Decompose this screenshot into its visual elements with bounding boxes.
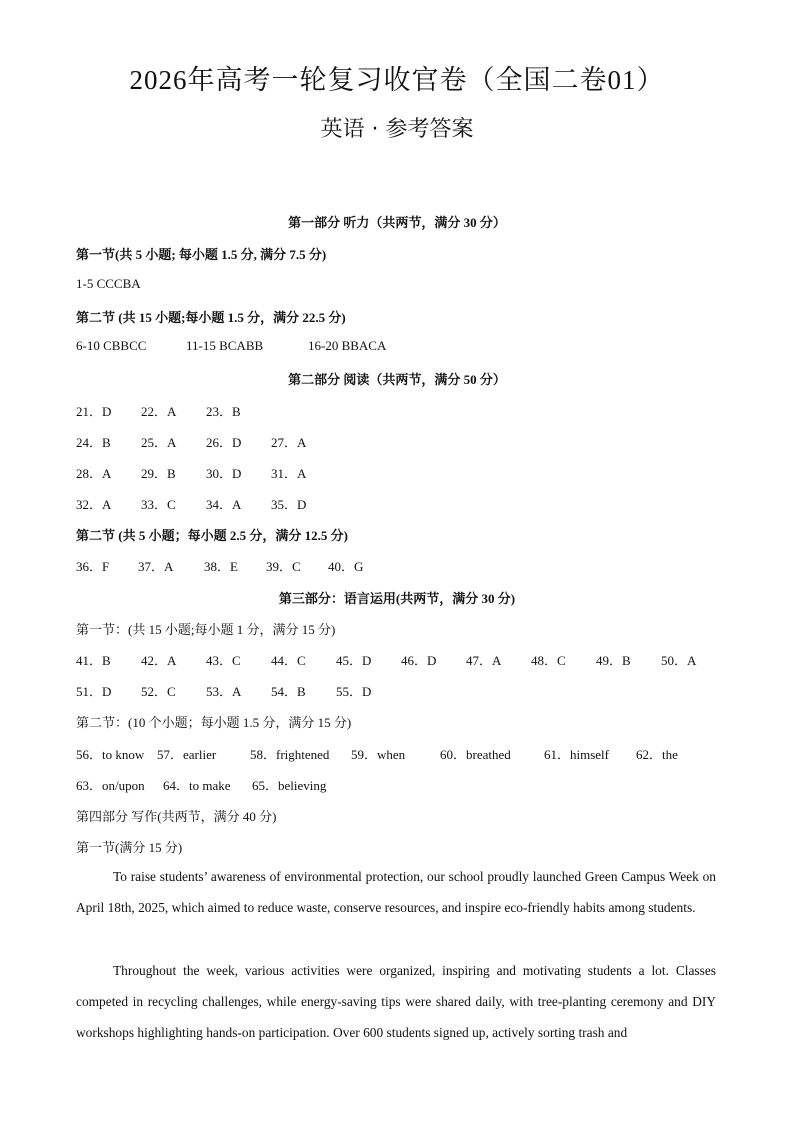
answer: 47．A xyxy=(466,653,502,668)
answer: 62．the xyxy=(636,747,678,762)
answer: 56．to know xyxy=(76,747,145,762)
answer-row xyxy=(76,681,371,700)
answer: 43．C xyxy=(206,653,241,668)
answer: 65．believing xyxy=(252,778,327,793)
answer: 24．B xyxy=(76,435,111,450)
answer: 59．when xyxy=(351,747,406,762)
part3-heading: 第三部分：语言运用(共两节，满分 30 分) xyxy=(278,591,516,606)
part3-sec2-heading: 第二节：(10 个小题；每小题 1.5 分，满分 15 分) xyxy=(76,715,352,730)
answer-row xyxy=(76,775,326,794)
answer: 33．C xyxy=(141,497,176,512)
answer: 42．A xyxy=(141,653,177,668)
part1-sec2-heading: 第二节 (共 15 小题;每小题 1.5 分，满分 22.5 分) xyxy=(76,310,346,325)
part2-heading: 第二部分 阅读（共两节，满分 50 分） xyxy=(288,372,506,387)
answer: 32．A xyxy=(76,497,112,512)
answer: 30．D xyxy=(206,466,242,481)
answer-row xyxy=(76,650,696,669)
answer: 54．B xyxy=(271,684,306,699)
answer: 22．A xyxy=(141,404,177,419)
answer: 53．A xyxy=(206,684,242,699)
answer: 35．D xyxy=(271,497,307,512)
part1-sec1-heading: 第一节(共 5 小题; 每小题 1.5 分, 满分 7.5 分) xyxy=(76,247,327,262)
answer-row xyxy=(76,744,678,763)
answer: 26．D xyxy=(206,435,242,450)
answer-group: 16-20 BBACA xyxy=(308,338,387,353)
answer: 21．D xyxy=(76,404,112,419)
answer: 45．D xyxy=(336,653,372,668)
answer-row xyxy=(76,401,241,420)
answer: 51．D xyxy=(76,684,112,699)
answer: 38．E xyxy=(204,559,238,574)
part4-sec1-heading: 第一节(满分 15 分) xyxy=(76,840,183,855)
part2-sec2-heading: 第二节 (共 5 小题；每小题 2.5 分，满分 12.5 分) xyxy=(76,528,348,543)
answer: 25．A xyxy=(141,435,177,450)
answer: 28．A xyxy=(76,466,112,481)
answer: 55．D xyxy=(336,684,372,699)
answer: 40．G xyxy=(328,559,364,574)
part1-heading: 第一部分 听力（共两节，满分 30 分） xyxy=(288,215,506,230)
answer-row xyxy=(76,494,306,513)
answer: 37．A xyxy=(138,559,174,574)
answer: 52．C xyxy=(141,684,176,699)
answer: 27．A xyxy=(271,435,307,450)
answer-group: 11-15 BCABB xyxy=(186,338,264,353)
answer: 34．A xyxy=(206,497,242,512)
essay-paragraph: To raise students’ awareness of environmental protection, our school proudly launched Green Campus Week on April 18th, 2025, which aimed to reduce waste, conserve resources, and inspire eco-friendly habits among students. xyxy=(76,869,716,915)
answer: 44．C xyxy=(271,653,306,668)
answer: 23．B xyxy=(206,404,241,419)
answer: 48．C xyxy=(531,653,566,668)
part4-heading: 第四部分 写作(共两节，满分 40 分) xyxy=(76,809,277,824)
page-subtitle: 英语 · 参考答案 xyxy=(320,117,474,142)
part1-sec1-answers: 1-5 CCCBA xyxy=(76,276,141,291)
answer-row xyxy=(76,463,306,482)
part3-sec1-heading: 第一节：(共 15 小题;每小题 1 分，满分 15 分) xyxy=(76,622,336,637)
answer: 60．breathed xyxy=(440,747,511,762)
answer-row xyxy=(76,432,306,451)
answer: 41．B xyxy=(76,653,111,668)
answer: 58．frightened xyxy=(250,747,330,762)
answer-row xyxy=(76,556,363,575)
answer: 49．B xyxy=(596,653,631,668)
answer: 61．himself xyxy=(544,747,609,762)
answer: 39．C xyxy=(266,559,301,574)
answer: 50．A xyxy=(661,653,697,668)
part1-sec2-answers xyxy=(76,338,386,354)
answer: 31．A xyxy=(271,466,307,481)
answer: 64．to make xyxy=(163,778,231,793)
essay-paragraph: Throughout the week, various activities were organized, inspiring and motivating students a lot. Classes competed in recycling challenges, while energy-saving tips were shared daily, with tree-planting ceremony and DIY workshops highlighting hands-on participation. Over 600 students signed up, actively sorting trash and xyxy=(76,963,716,1040)
page-title: 2026年高考一轮复习收官卷（全国二卷01） xyxy=(129,65,665,95)
answer: 57．earlier xyxy=(157,747,217,762)
answer: 63．on/upon xyxy=(76,778,145,793)
answer-group: 6-10 CBBCC xyxy=(76,338,147,353)
answer: 46．D xyxy=(401,653,437,668)
answer: 29．B xyxy=(141,466,176,481)
answer: 36．F xyxy=(76,559,110,574)
